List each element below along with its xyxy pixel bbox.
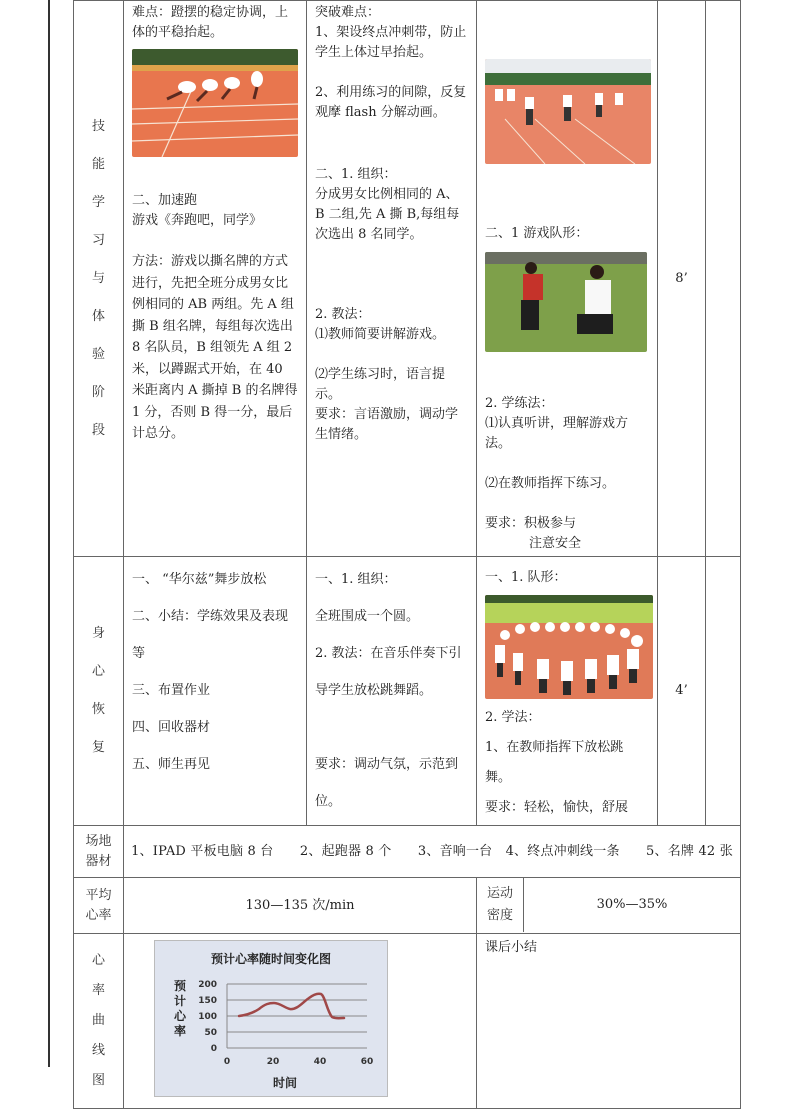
recovery-item-2: 二、小结：学练效果及表现等 [132, 609, 289, 661]
heart-curve-label [74, 934, 124, 1109]
student-requirement-1: 要求：积极参与 [485, 516, 577, 531]
stage-char: 恢 [91, 702, 105, 717]
exercise-density-value: 30%—35% [596, 897, 668, 912]
game-name: 游戏《奔跑吧，同学》 [132, 213, 263, 228]
recovery-content-cell [124, 557, 307, 826]
stage-char: 能 [91, 156, 105, 172]
skill-teacher-cell [307, 1, 477, 557]
recovery-item-3: 三、布置作业 [132, 683, 211, 698]
stage-char: 阶 [91, 384, 105, 400]
stage-char: 体 [91, 308, 105, 324]
stage-char: 曲 [91, 1013, 105, 1028]
stage-char: 图 [91, 1073, 105, 1088]
density-cell [477, 878, 741, 934]
chart-plot [155, 941, 387, 1096]
stage-char: 技 [91, 118, 105, 134]
acceleration-run-photo [485, 59, 651, 164]
svg-text:60: 60 [360, 1057, 374, 1067]
teacher-requirement: 要求：言语激励，调动学生情绪。 [315, 407, 459, 442]
avg-heart-rate-value: 130—135 次/min [124, 878, 477, 934]
skill-content-cell [124, 1, 307, 557]
row-heart-curve [74, 934, 741, 1109]
learning-item-2: ⑵在教师指挥下练习。 [485, 476, 616, 491]
student-requirement-2: 注意安全 [529, 536, 582, 551]
teaching-item-2: ⑵学生练习时，语言提示。 [315, 367, 446, 402]
stage-char: 率 [91, 983, 105, 998]
avg-heart-rate-label: 平均心率 [74, 878, 124, 934]
organization-text: 分成男女比例相同的 A、B 二组,先 A 撕 B,每组每次选出 8 名同学。 [315, 187, 460, 242]
equipment-label: 场地器材 [74, 826, 124, 878]
recovery-time: 4’ [658, 557, 706, 826]
skill-student-cell [477, 1, 658, 557]
recovery-student-requirement: 要求：轻松，愉快，舒展 [485, 800, 629, 815]
chart-y-label: 预计心率 [173, 979, 186, 1038]
game-method: 方法：游戏以撕名牌的方式进行，先把全班分成男女比例相同的 AB 两组。先 A 组撕 B 组名牌，每组每次选出 8 名队员，B 组领先 A 组 2 米，以蹲踞式开始，在 40 米距离内 A 撕掉 B 的名牌得 1 分，否则 B 得一分，最后计总分。 [132, 254, 298, 441]
svg-text:40: 40 [313, 1057, 327, 1067]
stage-char: 线 [91, 1043, 105, 1058]
learning-item-1: ⑴认真听讲，理解游戏方法。 [485, 416, 629, 451]
row-equipment [74, 826, 741, 878]
svg-text:0: 0 [223, 1057, 231, 1067]
recovery-extra-cell [706, 557, 741, 826]
sprint-start-photo [132, 49, 298, 157]
heart-curve-chart-cell [124, 934, 477, 1109]
section2-title: 二、加速跑 [132, 193, 198, 208]
svg-text:20: 20 [266, 1057, 280, 1067]
row-recovery-stage [74, 557, 741, 826]
breakthrough-item-2: 2、利用练习的间隙，反复观摩 flash 分解动画。 [315, 85, 467, 120]
stage-char: 习 [91, 232, 105, 248]
recovery-item-1: 一、 “华尔兹”舞步放松 [132, 572, 267, 587]
svg-text:200: 200 [198, 980, 217, 990]
chart-title: 预计心率随时间变化图 [210, 952, 331, 966]
stage-char: 与 [91, 270, 105, 286]
tag-game-photo [485, 252, 647, 352]
exercise-density-label: 运动密度 [477, 878, 524, 932]
svg-text:100: 100 [198, 1012, 217, 1022]
svg-text:0: 0 [210, 1044, 217, 1054]
stage-char: 心 [91, 953, 105, 968]
stage-label-skill [74, 1, 124, 557]
after-class-summary-cell [477, 934, 741, 1109]
skill-time: 8’ [658, 1, 706, 557]
recovery-formation-title: 一、1. 队形： [485, 570, 567, 585]
skill-extra-cell [706, 1, 741, 557]
equipment-list: 1、IPAD 平板电脑 8 台 2、起跑器 8 个 3、音响一台 4、终点冲刺线一条 5、名牌 42 张 [124, 826, 741, 878]
recovery-learning-item-1: 1、在教师指挥下放松跳舞。 [485, 740, 624, 785]
organization-title: 二、1. 组织： [315, 167, 397, 182]
formation-title: 二、1 游戏队形： [485, 226, 589, 241]
stage-char: 复 [91, 740, 105, 755]
difficulty-text: 难点：蹬摆的稳定协调，上体的平稳抬起。 [132, 5, 289, 40]
recovery-teacher-requirement: 要求：调动气氛，示范到位。 [315, 757, 459, 809]
heart-rate-chart [154, 940, 388, 1097]
stage-char: 身 [91, 626, 105, 641]
recovery-teaching: 2. 教法：在音乐伴奏下引导学生放松跳舞蹈。 [315, 646, 462, 698]
after-class-summary-label: 课后小结 [485, 940, 538, 955]
stage-label-recovery [74, 557, 124, 826]
breakthrough-item-1: 1、架设终点冲刺带，防止学生上体过早抬起。 [315, 25, 467, 60]
recovery-org-title: 一、1. 组织： [315, 572, 397, 587]
row-heart-rate [74, 878, 741, 934]
teaching-item-1: ⑴教师简要讲解游戏。 [315, 327, 446, 342]
page-left-border [48, 0, 50, 1067]
svg-text:150: 150 [198, 996, 217, 1006]
teaching-title: 2. 教法： [315, 307, 371, 322]
recovery-org-text: 全班围成一个圆。 [315, 609, 420, 624]
circle-formation-photo [485, 595, 653, 699]
stage-char: 段 [91, 422, 105, 438]
svg-text:50: 50 [204, 1028, 217, 1038]
recovery-item-4: 四、回收器材 [132, 720, 211, 735]
learning-method-title: 2. 学练法： [485, 396, 554, 411]
chart-x-label: 时间 [273, 1076, 298, 1090]
breakthrough-title: 突破难点： [315, 5, 381, 20]
stage-char: 心 [91, 664, 105, 679]
recovery-learning-title: 2. 学法： [485, 710, 541, 725]
lesson-plan-table [73, 0, 741, 1109]
recovery-student-cell [477, 557, 658, 826]
row-skill-stage [74, 1, 741, 557]
recovery-item-5: 五、师生再见 [132, 757, 211, 772]
recovery-teacher-cell [307, 557, 477, 826]
stage-char: 验 [91, 346, 105, 362]
stage-char: 学 [91, 194, 105, 210]
